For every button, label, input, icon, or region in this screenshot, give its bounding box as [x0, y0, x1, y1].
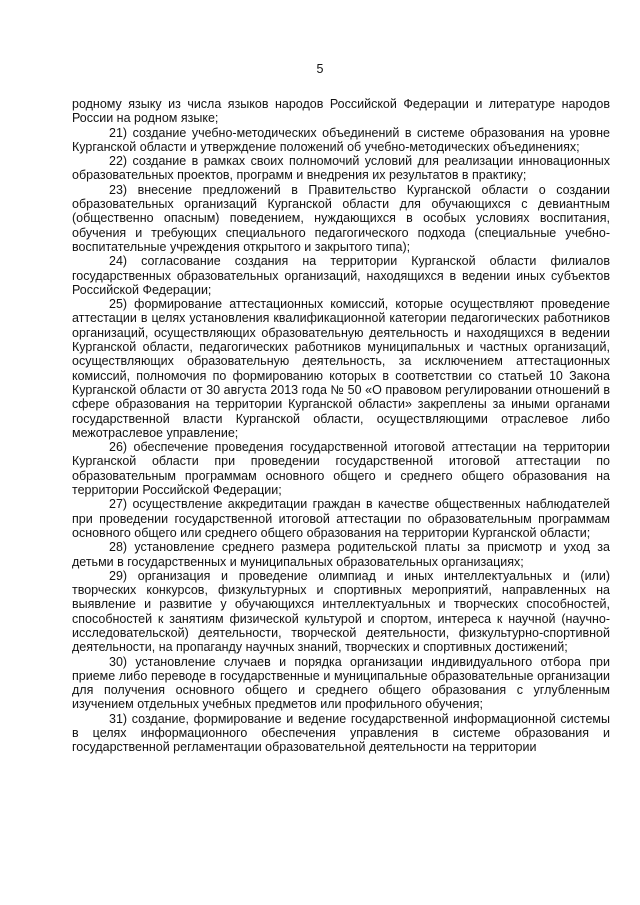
page-number: 5: [316, 62, 324, 76]
list-item-23: 23) внесение предложений в Правительство Курганской области о создании образовательных организаций Курганской области для обучающихся с девиантным (общественно опасным) поведением, нуждающихся в особых условиях воспитания, обучения и требующих специального педагогического подхода (специальные учебно-воспитательные учреждения открытого и закрытого типа);: [72, 182, 610, 254]
list-item-27: 27) осуществление аккредитации граждан в качестве общественных наблюдателей при проведении государственной итоговой аттестации по образовательным программам основного общего или среднего общего образования на территории Курганской области;: [72, 497, 610, 540]
list-item-22: 22) создание в рамках своих полномочий условий для реализации инновационных образовательных проектов, программ и внедрения их результатов в практику;: [72, 154, 610, 183]
list-item-21: 21) создание учебно-методических объединений в системе образования на уровне Курганской области и утверждение положений об учебно-методических объединениях;: [72, 125, 610, 154]
list-item-25: 25) формирование аттестационных комиссий, которые осуществляют проведение аттестации в целях установления квалификационной категории педагогических работников организаций, осуществляющих образовательную деятельность и находящихся в ведении Курганской области, педагогических работников муниципальных и частных организаций, осуществляющих образовательную деятельность, за исключением аттестационных комиссий, полномочия по формированию которых в соответствии со статьей 10 Закона Курганской области от 30 августа 2013 года № 50 «О правовом регулировании отношений в сфере образования на территории Курганской области» закреплены за иными органами государственной власти Курганской области, осуществляющими отраслевое либо межотраслевое управление;: [72, 297, 610, 440]
document-body: [72, 97, 610, 755]
list-item-29: 29) организация и проведение олимпиад и иных интеллектуальных и (или) творческих конкурсов, физкультурных и спортивных мероприятий, направленных на выявление и развитие у обучающихся интеллектуальных и творческих способностей, способностей к занятиям физической культурой и спортом, интереса к научной (научно-исследовательской) деятельности, творческой деятельности, физкультурно-спортивной деятельности, на пропаганду научных знаний, творческих и спортивных достижений;: [72, 568, 610, 655]
list-item-30: 30) установление случаев и порядка организации индивидуального отбора при приеме либо переводе в государственные и муниципальные образовательные организации для получения основного общего и среднего общего образования с углубленным изучением отдельных учебных предметов или профильного обучения;: [72, 654, 610, 712]
list-item-26: 26) обеспечение проведения государственной итоговой аттестации на территории Курганской области при проведении государственной итоговой аттестации по образовательным программам основного общего и среднего общего образования на территории Российской Федерации;: [72, 440, 610, 498]
list-item-28: 28) установление среднего размера родительской платы за присмотр и уход за детьми в государственных и муниципальных образовательных организациях;: [72, 540, 610, 569]
list-item-31: 31) создание, формирование и ведение государственной информационной системы в целях информационного обеспечения управления в системе образования и государственной регламентации образовательной деятельности на территории: [72, 711, 610, 755]
list-item-24: 24) согласование создания на территории Курганской области филиалов государственных образовательных организаций, находящихся в ведении иных субъектов Российской Федерации;: [72, 254, 610, 297]
paragraph-continuation: родному языку из числа языков народов Российской Федерации и литературе народов России на родном языке;: [72, 97, 610, 126]
